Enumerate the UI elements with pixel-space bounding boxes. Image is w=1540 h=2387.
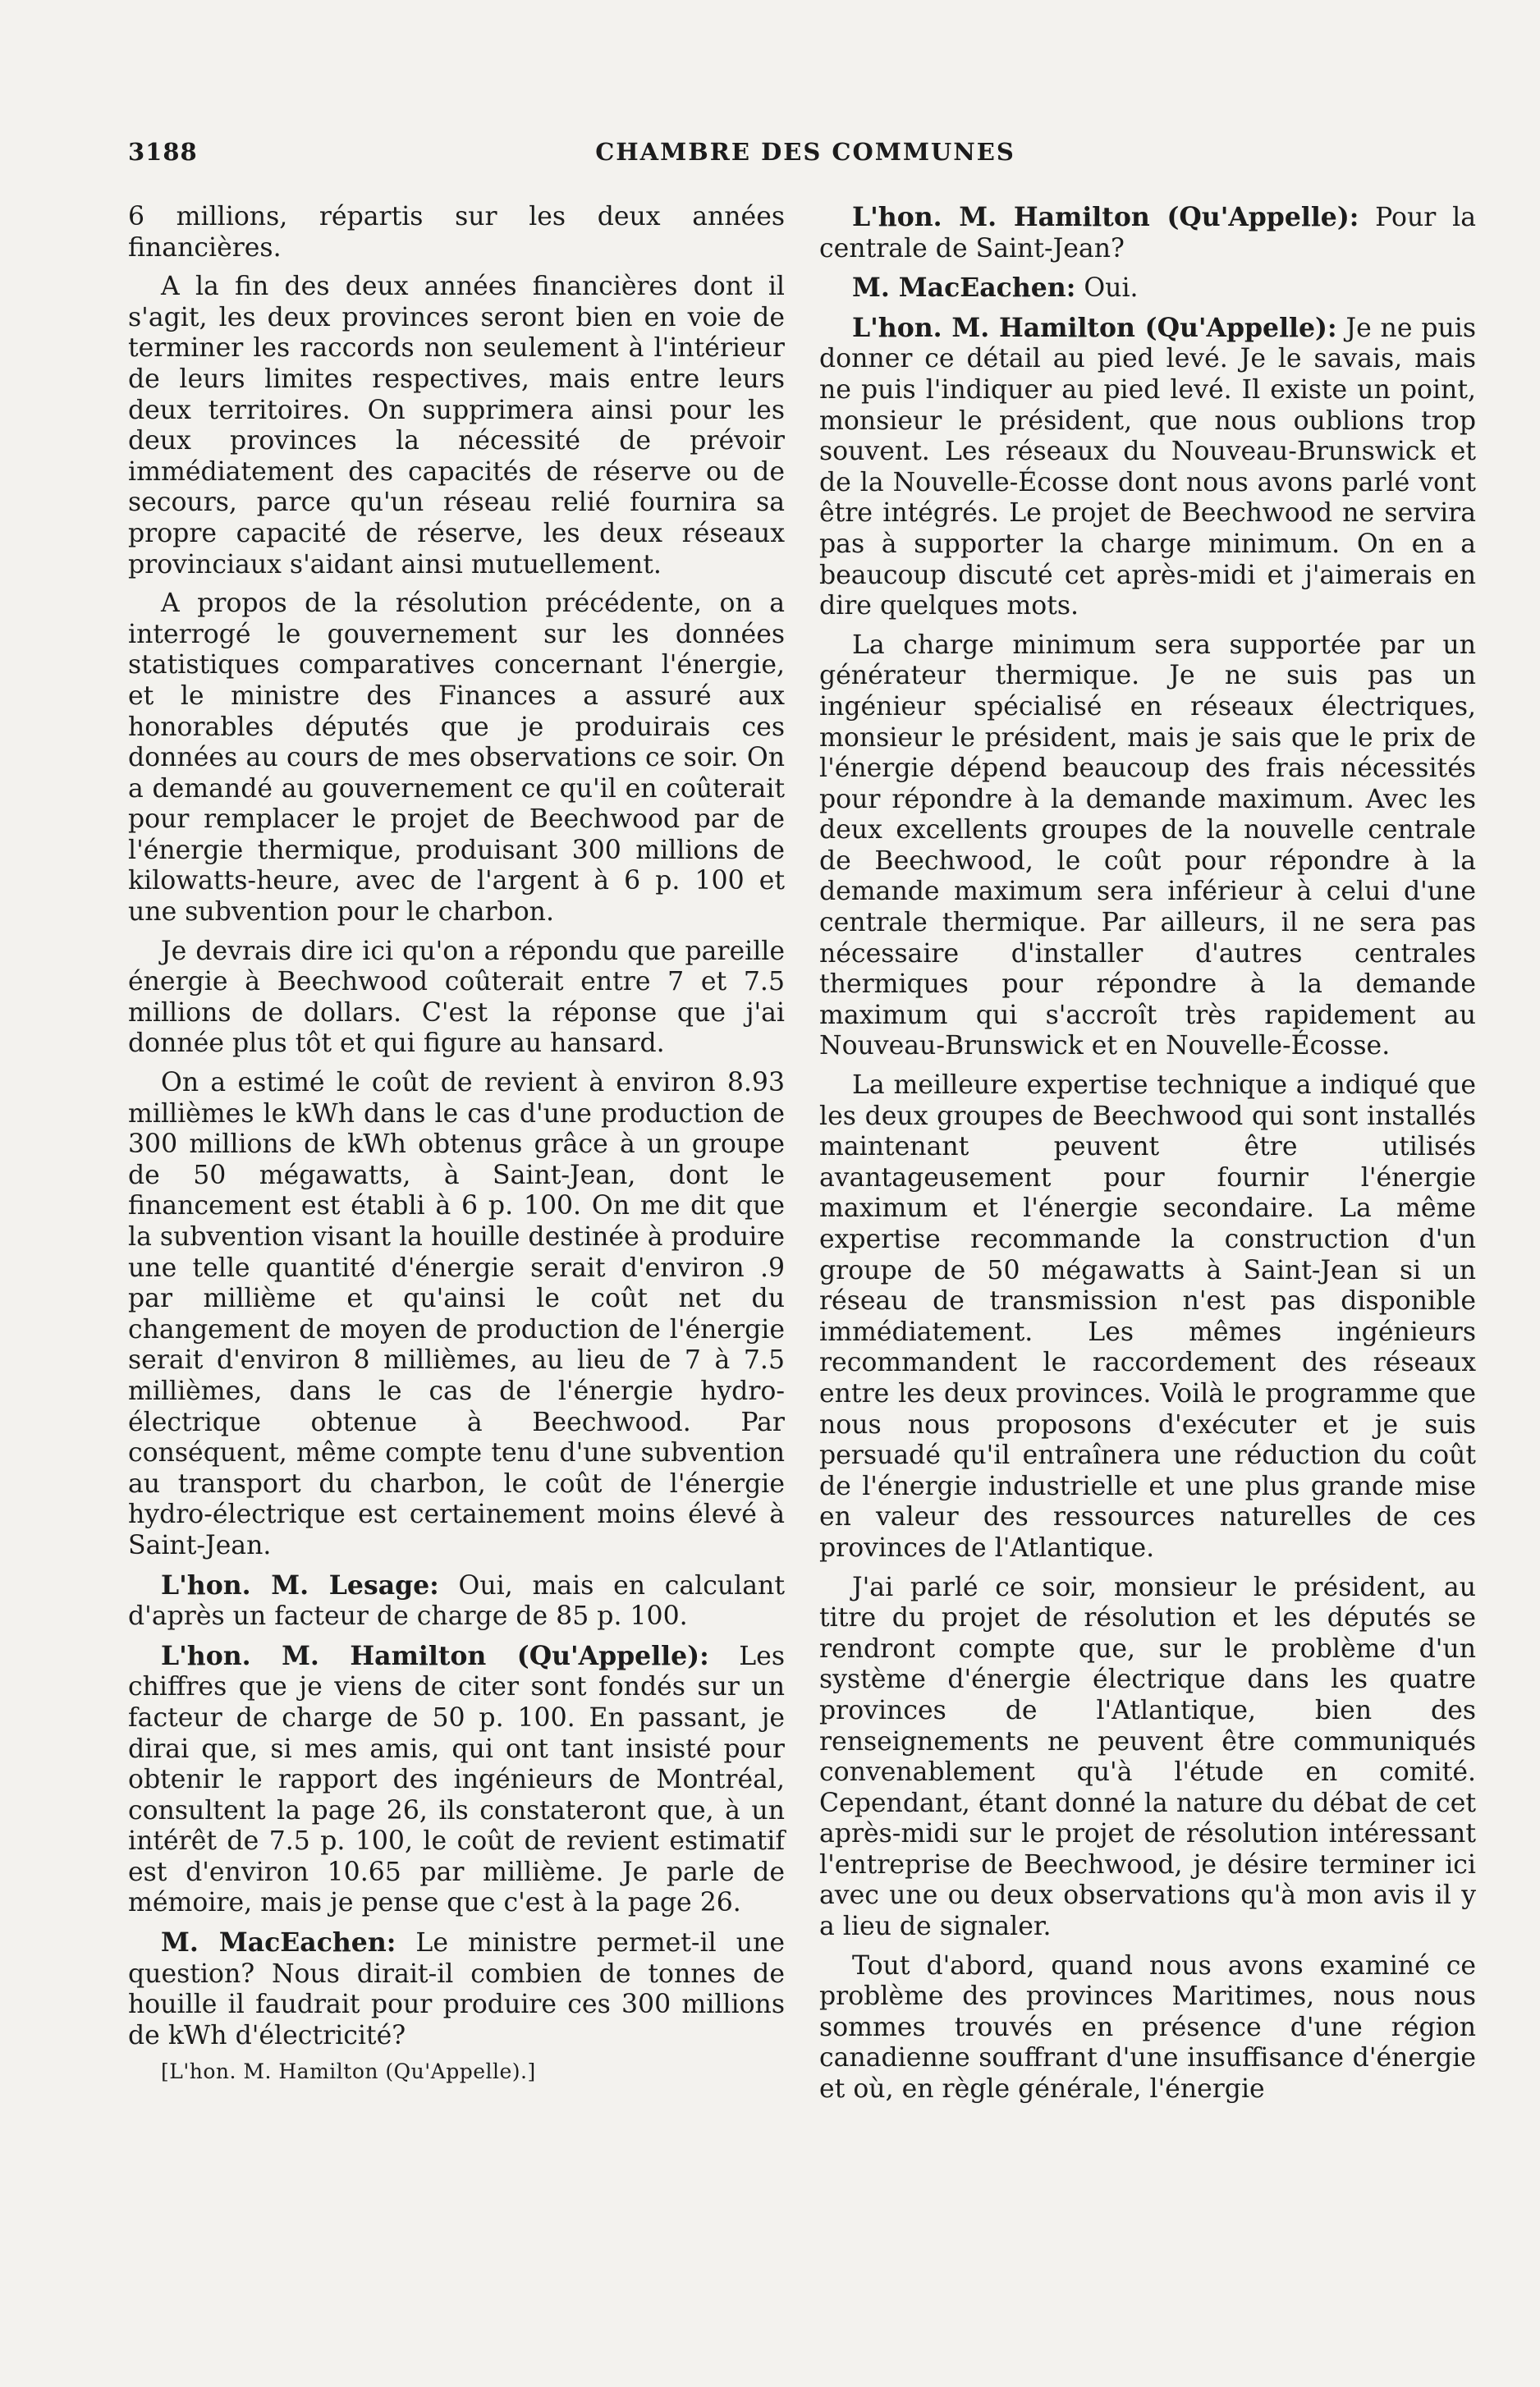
speaker-name: M. MacEachen: bbox=[161, 1927, 396, 1959]
speech-text: Oui, mais en calculant d'après un facteur de charge de 85 p. 100. bbox=[128, 1570, 785, 1632]
paragraph: J'ai parlé ce soir, monsieur le président, au titre du projet de résolution et les députés se rendront compte que, sur le problème d'un système d'énergie électrique dans les quatre provinces de l'Atlantique, bien des renseignements ne peuvent être communiqués convenablement qu'à l'étude en comité. Cependant, étant donné la nature du débat de cet après-midi sur le projet de résolution intéressant l'entreprise de Beechwood, je désire terminer ici avec une ou deux observations qu'à mon avis il y a lieu de signaler. bbox=[819, 1572, 1476, 1942]
paragraph: On a estimé le coût de revient à environ 8.93 millièmes le kWh dans le cas d'une production de 300 millions de kWh obtenus grâce à un groupe de 50 mégawatts, à Saint-Jean, dont le financement est établi à 6 p. 100. On me dit que la subvention visant la houille destinée à produire une telle quantité d'énergie serait d'environ .9 par millième et qu'ainsi le coût net du changement de moyen de production de l'énergie serait d'environ 8 millièmes, au lieu de 7 à 7.5 millièmes, dans le cas de l'énergie hydro-électrique obtenue à Beechwood. Par conséquent, même compte tenu d'une subvention au transport du charbon, le coût de l'énergie hydro-électrique est certainement moins élevé à Saint-Jean. bbox=[128, 1068, 785, 1560]
speaker-name: M. MacEachen: bbox=[852, 273, 1076, 304]
speech-text: Pour la centrale de Saint-Jean? bbox=[819, 203, 1476, 263]
footer-attribution: [L'hon. M. Hamilton (Qu'Appelle).] bbox=[161, 2059, 536, 2084]
speaker-name: L'hon. M. Hamilton (Qu'Appelle): bbox=[852, 202, 1359, 232]
speech-text: Je ne puis donner ce détail au pied levé. Je le savais, mais ne puis l'indiquer au pied levé. Il existe un point, monsieur le président, que nous oublions trop souvent. Les réseaux du Nouveau-Brunswick et de la Nouvelle-Écosse dont nous avons parlé vont être intégrés. Le projet de Beechwood ne servira pas à supporter la charge minimum. On en a beaucoup discuté cet après-midi et j'aimerais en dire quelques mots. bbox=[819, 313, 1477, 621]
speech-paragraph bbox=[128, 1927, 785, 2051]
speech-text: Les chiffres que je viens de citer sont fondés sur un facteur de charge de 50 p. 100. En passant, je dirai que, si mes amis, qui ont tant insisté pour obtenir le rapport des ingénieurs de Montréal, consultent la page 26, ils constateront que, à un intérêt de 7.5 p. 100, le coût de revient estimatif est d'environ 10.65 par millième. Je parle de mémoire, mais je pense que c'est à la page 26. bbox=[128, 1641, 785, 1918]
speech-paragraph bbox=[128, 1570, 785, 1633]
running-title: CHAMBRE DES COMMUNES bbox=[595, 138, 1015, 166]
speaker-name: L'hon. M. Lesage: bbox=[161, 1569, 439, 1601]
paragraph: A propos de la résolution précédente, on a interrogé le gouvernement sur les données statistiques comparatives concernant l'énergie, et le ministre des Finances a assuré aux honorables députés que je produirais ces données au cours de mes observations ce soir. On a demandé au gouvernement ce qu'il en coûterait pour remplacer le projet de Beechwood par de l'énergie thermique, produisant 300 millions de kilowatts-heure, avec de l'argent à 6 p. 100 et une subvention pour le charbon. bbox=[128, 589, 785, 928]
paragraph: La meilleure expertise technique a indiqué que les deux groupes de Beechwood qui sont installés maintenant peuvent être utilisés avantageusement pour fournir l'énergie maximum et l'énergie secondaire. La même expertise recommande la construction d'un groupe de 50 mégawatts à Saint-Jean si un réseau de transmission n'est pas disponible immédiatement. Les mêmes ingénieurs recommandent le raccordement des réseaux entre les deux provinces. Voilà le programme que nous nous proposons d'exécuter et je suis persuadé qu'il entraînera une réduction du coût de l'énergie industrielle et une plus grande mise en valeur des ressources naturelles de ces provinces de l'Atlantique. bbox=[819, 1070, 1476, 1563]
speech-paragraph bbox=[819, 202, 1476, 264]
left-column bbox=[128, 202, 785, 2084]
paragraph: Je devrais dire ici qu'on a répondu que pareille énergie à Beechwood coûterait entre 7 et 7.5 millions de dollars. C'est la réponse que j'ai donnée plus tôt et qui figure au hansard. bbox=[128, 936, 785, 1059]
paragraph: A la fin des deux années financières dont il s'agit, les deux provinces seront bien en voie de terminer les raccords non seulement à l'intérieur de leurs limites respectives, mais entre leurs deux territoires. On supprimera ainsi pour les deux provinces la nécessité de prévoir immédiatement des capacités de réserve ou de secours, parce qu'un réseau relié fournira sa propre capacité de réserve, les deux réseaux provinciaux s'aidant ainsi mutuellement. bbox=[128, 272, 785, 580]
speech-paragraph bbox=[819, 273, 1476, 305]
page-number: 3188 bbox=[128, 138, 198, 166]
speech-text: Oui. bbox=[1084, 273, 1139, 304]
speech-paragraph bbox=[819, 313, 1476, 622]
speaker-name: L'hon. M. Hamilton (Qu'Appelle): bbox=[161, 1640, 709, 1671]
paragraph: La charge minimum sera supportée par un générateur thermique. Je ne suis pas un ingénieur spécialisé en réseaux électriques, monsieur le président, mais je sais que le prix de l'énergie dépend beaucoup des frais nécessités pour répondre à la demande maximum. Avec les deux excellents groupes de la nouvelle centrale de Beechwood, le coût pour répondre à la demande maximum sera inférieur à celui d'une centrale thermique. Par ailleurs, il ne sera pas nécessaire d'installer d'autres centrales thermiques pour répondre à la demande maximum qui s'accroît très rapidement au Nouveau-Brunswick et en Nouvelle-Écosse. bbox=[819, 630, 1476, 1061]
paragraph: Tout d'abord, quand nous avons examiné ce problème des provinces Maritimes, nous nous sommes trouvés en présence d'une région canadienne souffrant d'une insuffisance d'énergie et où, en règle générale, l'énergie bbox=[819, 1950, 1476, 2105]
page-header bbox=[128, 138, 1483, 174]
speech-paragraph bbox=[128, 1641, 785, 1919]
paragraph: 6 millions, répartis sur les deux années financières. bbox=[128, 202, 785, 263]
right-column bbox=[819, 202, 1476, 2114]
speech-text: Le ministre permet-il une question? Nous dirait-il combien de tonnes de houille il faudrait pour produire ces 300 millions de kWh d'électricité? bbox=[128, 1928, 785, 2050]
speaker-name: L'hon. M. Hamilton (Qu'Appelle): bbox=[852, 312, 1337, 343]
